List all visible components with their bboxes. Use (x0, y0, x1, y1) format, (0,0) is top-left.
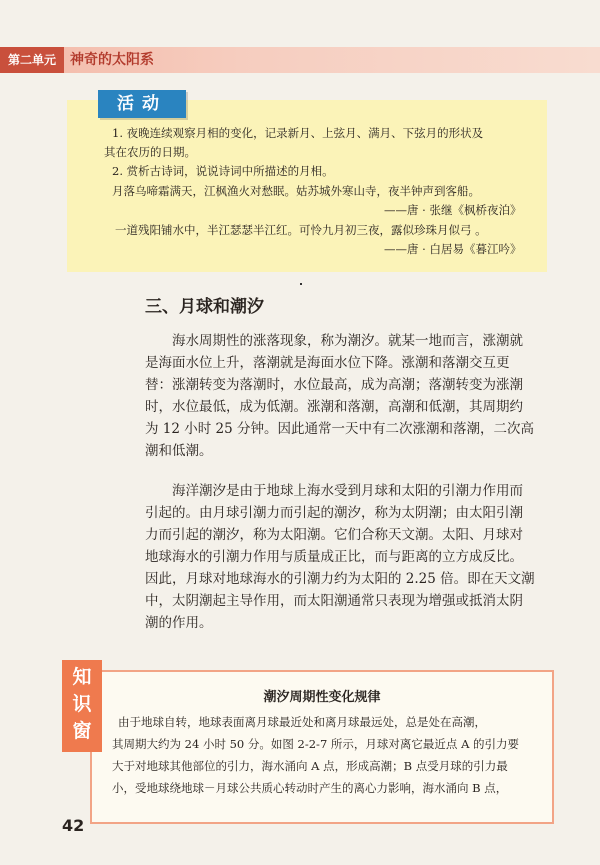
poem-line: 一道残阳铺水中，半江瑟瑟半江红。可怜九月初三夜，露似珍珠月似弓 。 (115, 223, 487, 237)
knowledge-tag-char: 知 (72, 666, 92, 688)
text-line: 海洋潮汐是由于地球上海水受到月球和太阳的引潮力作用而 (172, 483, 523, 499)
text-line: 中，太阴潮起主导作用，而太阳潮通常只表现为增强或抵消太阴 (145, 593, 523, 609)
text-line: 潮的作用。 (145, 615, 213, 631)
section-title: 三、月球和潮汐 (145, 297, 264, 317)
unit-label: 第二单元 (0, 47, 64, 73)
text-line: 地球海水的引潮力作用与质量成正比，而与距离的立方成反比。 (145, 549, 523, 565)
knowledge-line: 小，受地球绕地球－月球公共质心转动时产生的离心力影响，海水涌向 B 点， (112, 781, 508, 795)
paragraph-1 (145, 330, 555, 462)
activity-line: 其在农历的日期。 (104, 145, 196, 159)
page-number: 42 (62, 816, 85, 835)
text-line: 是海面水位上升，落潮就是海面水位下降。涨潮和落潮交互更 (145, 355, 510, 371)
poem-attribution: ——唐 · 张继《枫桥夜泊》 (384, 203, 522, 217)
knowledge-tag (62, 660, 102, 752)
knowledge-line: 大于对地球其他部位的引力，海水涌向 A 点，形成高潮；B 点受月球的引力最 (112, 759, 508, 773)
paragraph-2 (145, 480, 555, 634)
knowledge-tag-char: 窗 (72, 720, 92, 742)
poem-attribution: ——唐 · 白居易《暮江吟》 (384, 242, 522, 256)
text-line: 潮和低潮。 (145, 443, 213, 459)
poem-line: 月落乌啼霜满天，江枫渔火对愁眠。姑苏城外寒山寺，夜半钟声到客船。 (112, 184, 480, 198)
unit-title: 神奇的太阳系 (70, 52, 154, 68)
knowledge-title: 潮汐周期性变化规律 (263, 690, 381, 705)
text-line: 引起的。由月球引潮力而引起的潮汐，称为太阴潮；由太阳引潮 (145, 505, 523, 521)
knowledge-line: 由于地球自转，地球表面离月球最近处和离月球最远处，总是处在高潮， (118, 715, 486, 729)
text-line: 因此，月球对地球海水的引潮力约为太阳的 2.25 倍。即在天文潮 (145, 571, 535, 587)
knowledge-tag-char: 识 (72, 693, 92, 715)
text-line: 力而引起的潮汐，称为太阳潮。它们合称天文潮。太阳、月球对 (145, 527, 523, 543)
activity-line: 2. 赏析古诗词，说说诗词中所描述的月相。 (112, 164, 334, 178)
text-line: 时，水位最低，成为低潮。涨潮和落潮，高潮和低潮，其周期约 (145, 399, 523, 415)
activity-line: 1. 夜晚连续观察月相的变化，记录新月、上弦月、满月、下弦月的形状及 (112, 126, 484, 140)
knowledge-line: 其周期大约为 24 小时 50 分。如图 2-2-7 所示，月球对离它最近点 A 的引力要 (112, 737, 520, 751)
text-line: 为 12 小时 25 分钟。因此通常一天中有二次涨潮和落潮，二次高 (145, 421, 535, 437)
text-line: 替：涨潮转变为落潮时，水位最高，成为高潮；落潮转变为涨潮 (145, 377, 523, 393)
text-line: 海水周期性的涨落现象，称为潮汐。就某一地而言，涨潮就 (172, 333, 523, 349)
stray-dot (300, 283, 302, 285)
activity-tag: 活动 (98, 90, 186, 118)
